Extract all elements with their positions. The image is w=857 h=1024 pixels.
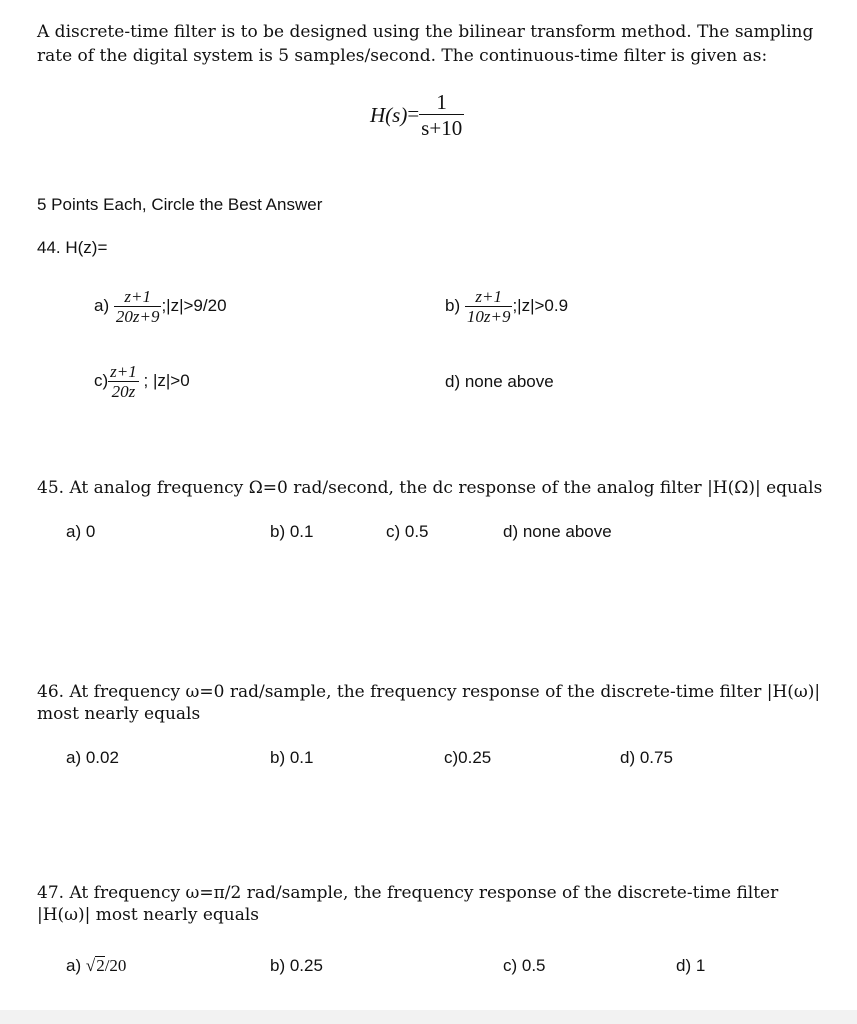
question-46-number: 46. <box>37 682 65 702</box>
transfer-function-equation <box>370 90 464 141</box>
transfer-function-lhs: H(s) <box>370 103 408 127</box>
q45-option-b[interactable]: b) 0.1 <box>270 522 314 541</box>
q44-b-denominator: 10z+9 <box>466 307 511 326</box>
sqrt-symbol: √ <box>85 956 96 975</box>
question-46 <box>37 681 837 725</box>
q44-b-numerator: z+1 <box>465 287 513 307</box>
q44-c-denominator: 20z <box>111 382 136 401</box>
transfer-function-fraction <box>419 90 464 141</box>
q47-option-d[interactable]: d) 1 <box>676 956 706 975</box>
q45-option-d[interactable]: d) none above <box>503 522 612 541</box>
q44-a-denominator: 20z+9 <box>115 307 160 326</box>
q47-option-a-divisor: /20 <box>104 956 127 975</box>
transfer-numerator: 1 <box>419 90 464 115</box>
q44-option-a-roc: ;|z|>9/20 <box>161 295 227 315</box>
q44-option-a[interactable] <box>94 287 227 326</box>
question-47-text: At frequency ω=π/2 rad/sample, the frequency response of the discrete-time filter |H(ω)| most nearly equals <box>37 883 779 925</box>
transfer-denominator: s+10 <box>421 116 463 140</box>
q46-option-a[interactable]: a) 0.02 <box>66 748 119 767</box>
q44-option-c[interactable] <box>94 362 190 401</box>
equals-sign: = <box>407 101 420 126</box>
q47-option-a[interactable] <box>66 956 126 976</box>
question-45-number: 45. <box>37 478 65 498</box>
q47-option-a-letter: a) <box>66 956 82 975</box>
q46-option-b[interactable]: b) 0.1 <box>270 748 314 767</box>
q44-option-c-letter: c) <box>94 370 109 390</box>
problem-intro: A discrete-time filter is to be designed using the bilinear transform method. The sampling rate of the digital system is 5 samples/second. The continuous-time filter is given as: <box>37 22 814 66</box>
q47-option-c[interactable]: c) 0.5 <box>503 956 546 975</box>
q47-option-a-expression <box>86 956 127 975</box>
question-46-text: At frequency ω=0 rad/sample, the frequency response of the discrete-time filter |H(ω)| most nearly equals <box>37 682 821 724</box>
q44-option-b[interactable] <box>445 287 568 326</box>
page-bottom-edge <box>0 1010 857 1024</box>
question-47 <box>37 882 837 926</box>
question-45 <box>37 478 822 498</box>
sqrt-radicand: 2 <box>96 956 105 975</box>
q46-option-d[interactable]: d) 0.75 <box>620 748 673 767</box>
q44-option-c-roc: ; |z|>0 <box>143 370 190 390</box>
q44-option-d[interactable]: d) none above <box>445 372 554 391</box>
question-47-number: 47. <box>37 883 65 903</box>
q46-option-c[interactable]: c)0.25 <box>444 748 492 767</box>
question-45-text: At analog frequency Ω=0 rad/second, the dc response of the analog filter |H(Ω)| equals <box>69 478 823 498</box>
q44-option-b-letter: b) <box>445 295 461 315</box>
question-44-label: 44. H(z)= <box>37 238 108 257</box>
q44-a-numerator: z+1 <box>114 287 162 307</box>
section-heading: 5 Points Each, Circle the Best Answer <box>37 195 323 214</box>
q47-option-b[interactable]: b) 0.25 <box>270 956 323 975</box>
q44-c-numerator: z+1 <box>110 362 137 381</box>
q44-option-c-fraction <box>108 362 139 401</box>
q44-option-b-roc: ;|z|>0.9 <box>512 295 569 315</box>
q45-option-c[interactable]: c) 0.5 <box>386 522 429 541</box>
q44-option-b-fraction <box>465 287 513 326</box>
q44-option-a-fraction <box>114 287 162 326</box>
q44-option-a-letter: a) <box>94 295 110 315</box>
q45-option-a[interactable]: a) 0 <box>66 522 96 541</box>
